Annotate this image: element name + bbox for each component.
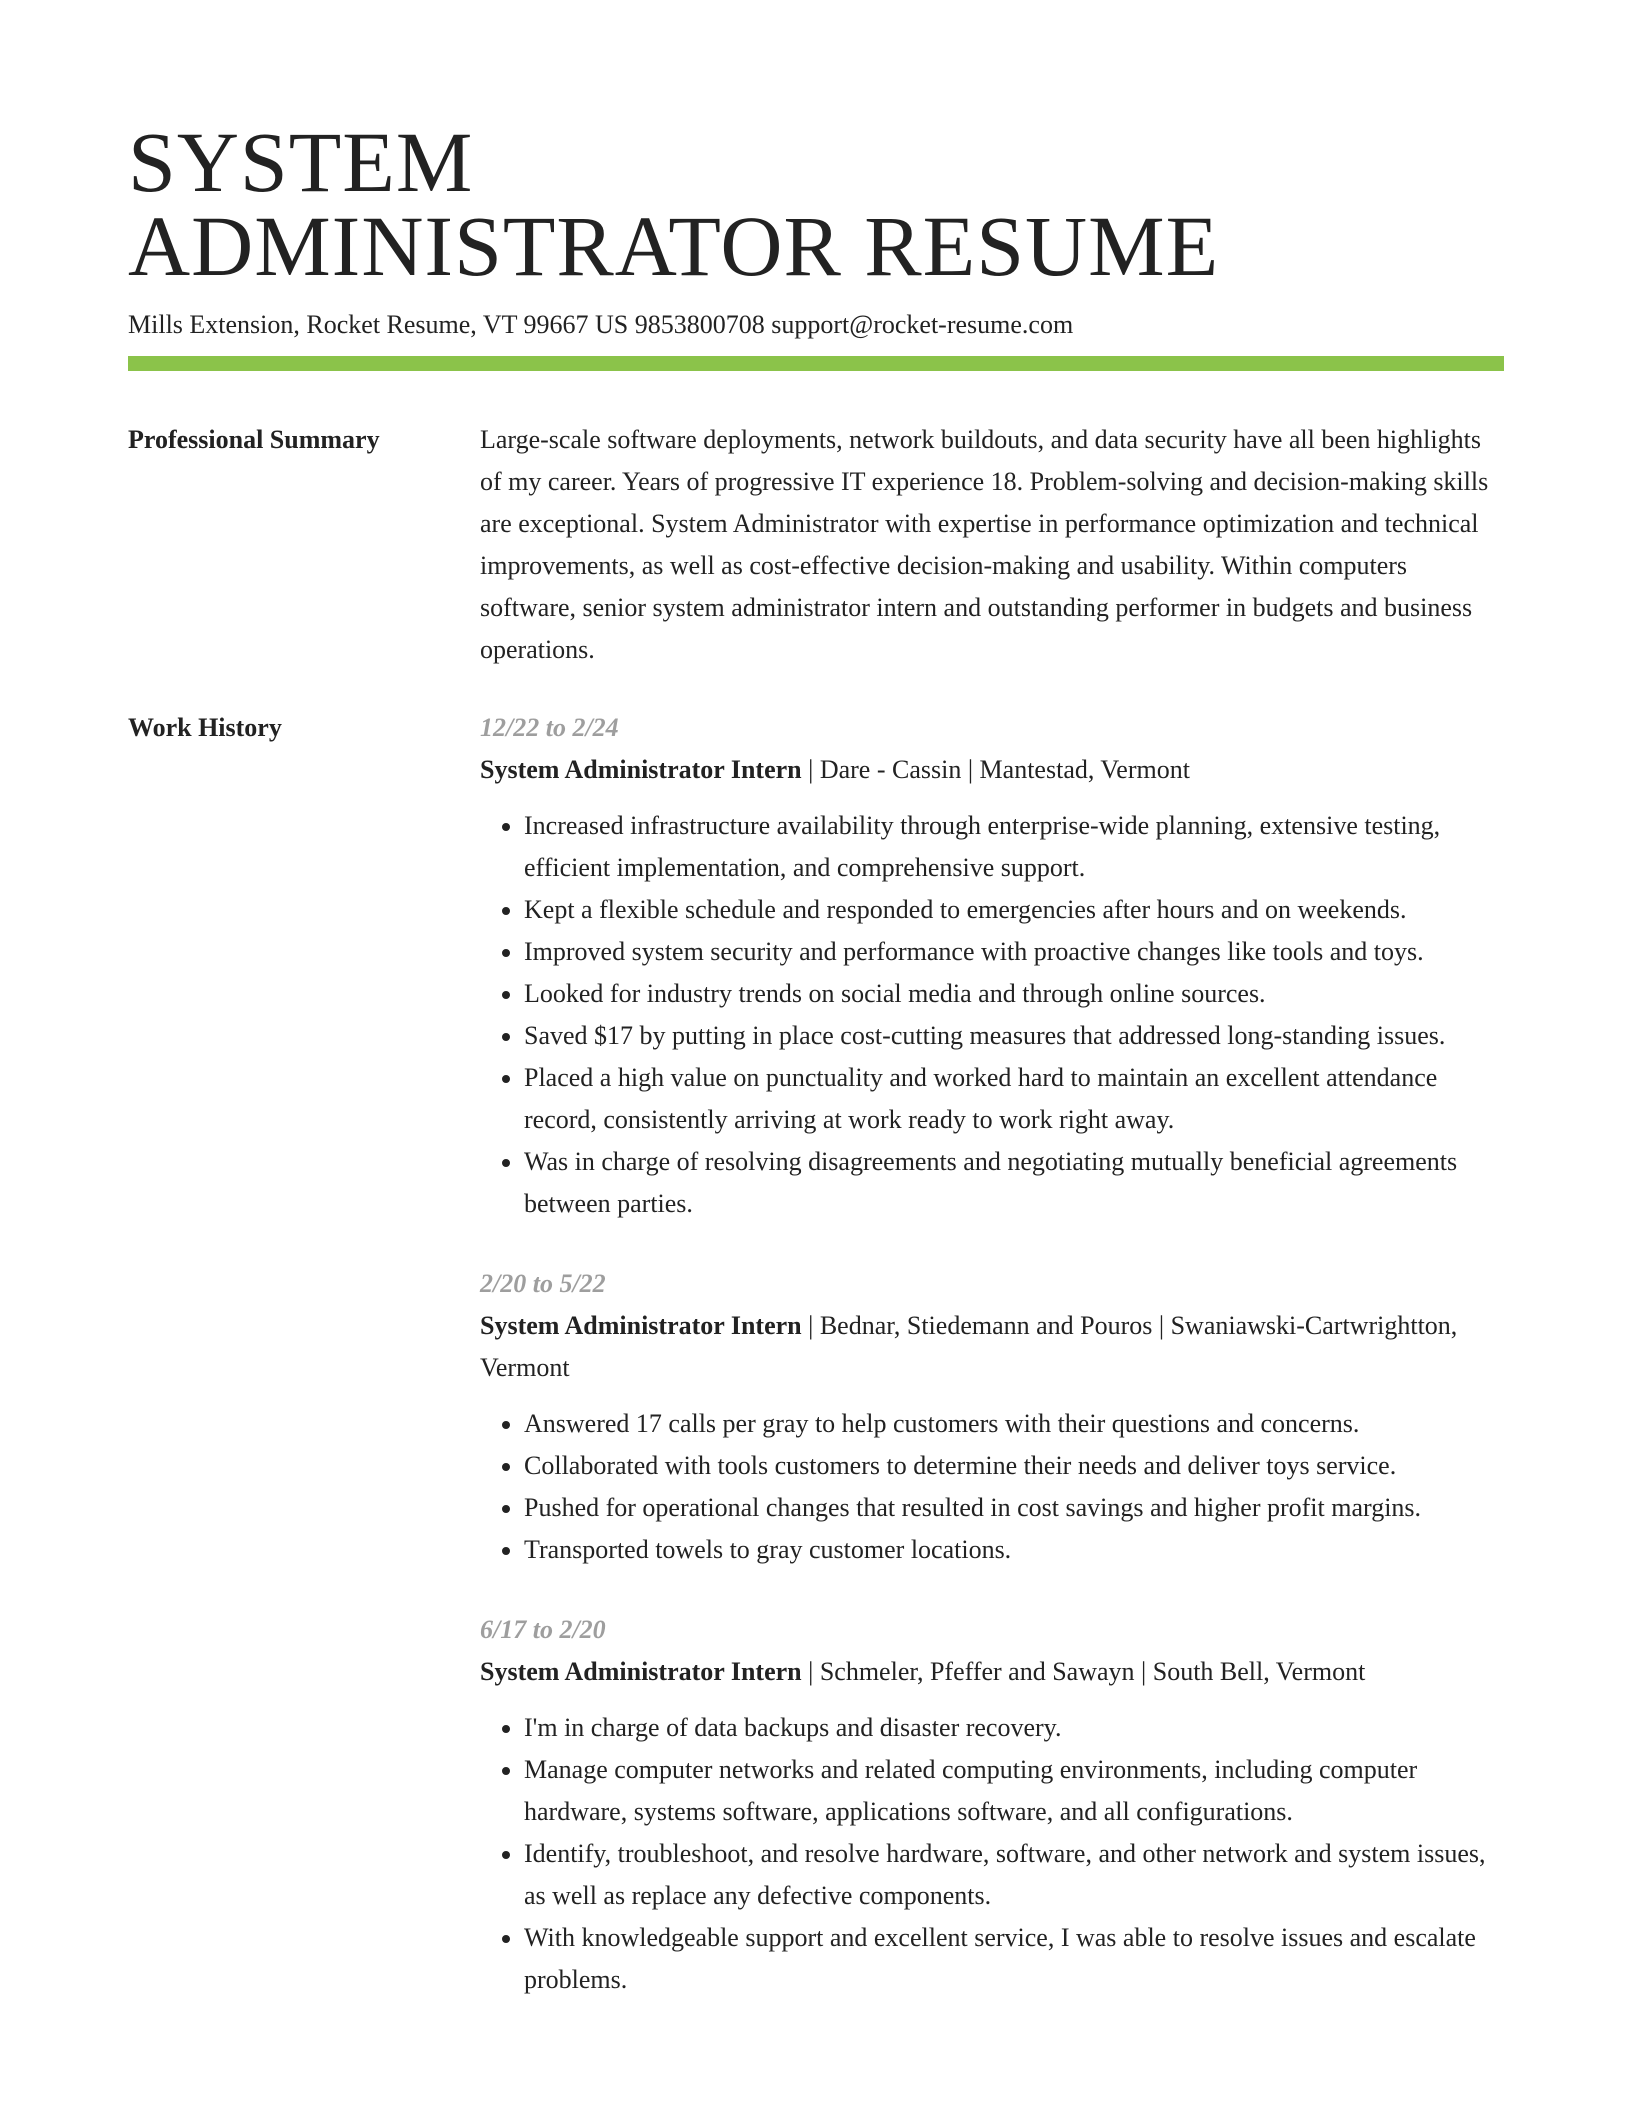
job-bullet: • Transported towels to gray customer locations. [524, 1529, 1504, 1571]
job-details: | Schmeler, Pfeffer and Sawayn | South Bell, Vermont [801, 1657, 1366, 1686]
job-header [480, 749, 1504, 791]
job-bullets [480, 1707, 1504, 2001]
job-dates: 12/22 to 2/24 [480, 713, 619, 742]
job-bullet: • Kept a flexible schedule and responded to emergencies after hours and on weekends. [524, 889, 1504, 931]
job-bullet: • Saved $17 by putting in place cost-cutting measures that addressed long-standing issues. [524, 1015, 1504, 1057]
job-details: | Bednar, Stiedemann and Pouros | Swaniawski-Cartwrightton, Vermont [480, 1311, 1458, 1382]
resume-page [128, 0, 1504, 2039]
job-entry [480, 707, 1504, 1225]
job-bullet: • Increased infrastructure availability through enterprise-wide planning, extensive testing, efficient implementation, and comprehensive support. [524, 805, 1504, 889]
job-bullet: • Was in charge of resolving disagreements and negotiating mutually beneficial agreements between parties. [524, 1141, 1504, 1225]
professional-summary-section [128, 419, 1504, 671]
job-bullet: • Placed a high value on punctuality and worked hard to maintain an excellent attendance record, consistently arriving at work ready to work right away. [524, 1057, 1504, 1141]
contact-line: Mills Extension, Rocket Resume, VT 99667 US 9853800708 support@rocket-resume.com [128, 310, 1074, 339]
section-label-summary: Professional Summary [128, 425, 380, 454]
job-entry [480, 1609, 1504, 2001]
job-bullet: • Looked for industry trends on social media and through online sources. [524, 973, 1504, 1015]
job-bullets [480, 805, 1504, 1225]
job-details: | Dare - Cassin | Mantestad, Vermont [801, 755, 1190, 784]
resume-title [128, 0, 1504, 294]
job-title: System Administrator Intern [480, 1311, 802, 1340]
job-dates: 6/17 to 2/20 [480, 1615, 606, 1644]
job-bullet: • Manage computer networks and related computing environments, including computer hardware, systems software, applications software, and all configurations. [524, 1749, 1504, 1833]
job-bullet: • I'm in charge of data backups and disaster recovery. [524, 1707, 1504, 1749]
job-title: System Administrator Intern [480, 1657, 802, 1686]
job-header [480, 1305, 1504, 1389]
title-line-1: SYSTEM [128, 114, 474, 210]
section-label-work-history: Work History [128, 713, 282, 742]
job-bullet: • With knowledgeable support and excellent service, I was able to resolve issues and escalate problems. [524, 1917, 1504, 2001]
job-header [480, 1651, 1504, 1693]
summary-text: Large-scale software deployments, network buildouts, and data security have all been highlights of my career. Years of progressive IT experience 18. Problem-solving and decision-making skills are exceptional. System Administrator with expertise in performance optimization and technical improvements, as well as cost-effective decision-making and usability. Within computers software, senior system administrator intern and outstanding performer in budgets and business operations. [480, 425, 1489, 664]
job-bullet: • Improved system security and performance with proactive changes like tools and toys. [524, 931, 1504, 973]
title-line-2: ADMINISTRATOR RESUME [128, 198, 1220, 294]
job-bullet: • Collaborated with tools customers to determine their needs and deliver toys service. [524, 1445, 1504, 1487]
work-history-section [128, 707, 1504, 2039]
job-bullet: • Pushed for operational changes that resulted in cost savings and higher profit margins. [524, 1487, 1504, 1529]
job-entry [480, 1263, 1504, 1571]
job-dates: 2/20 to 5/22 [480, 1269, 606, 1298]
header-divider [128, 356, 1504, 371]
job-bullet: • Identify, troubleshoot, and resolve hardware, software, and other network and system issues, as well as replace any defective components. [524, 1833, 1504, 1917]
job-title: System Administrator Intern [480, 755, 802, 784]
job-bullet: • Answered 17 calls per gray to help customers with their questions and concerns. [524, 1403, 1504, 1445]
job-bullets [480, 1403, 1504, 1571]
